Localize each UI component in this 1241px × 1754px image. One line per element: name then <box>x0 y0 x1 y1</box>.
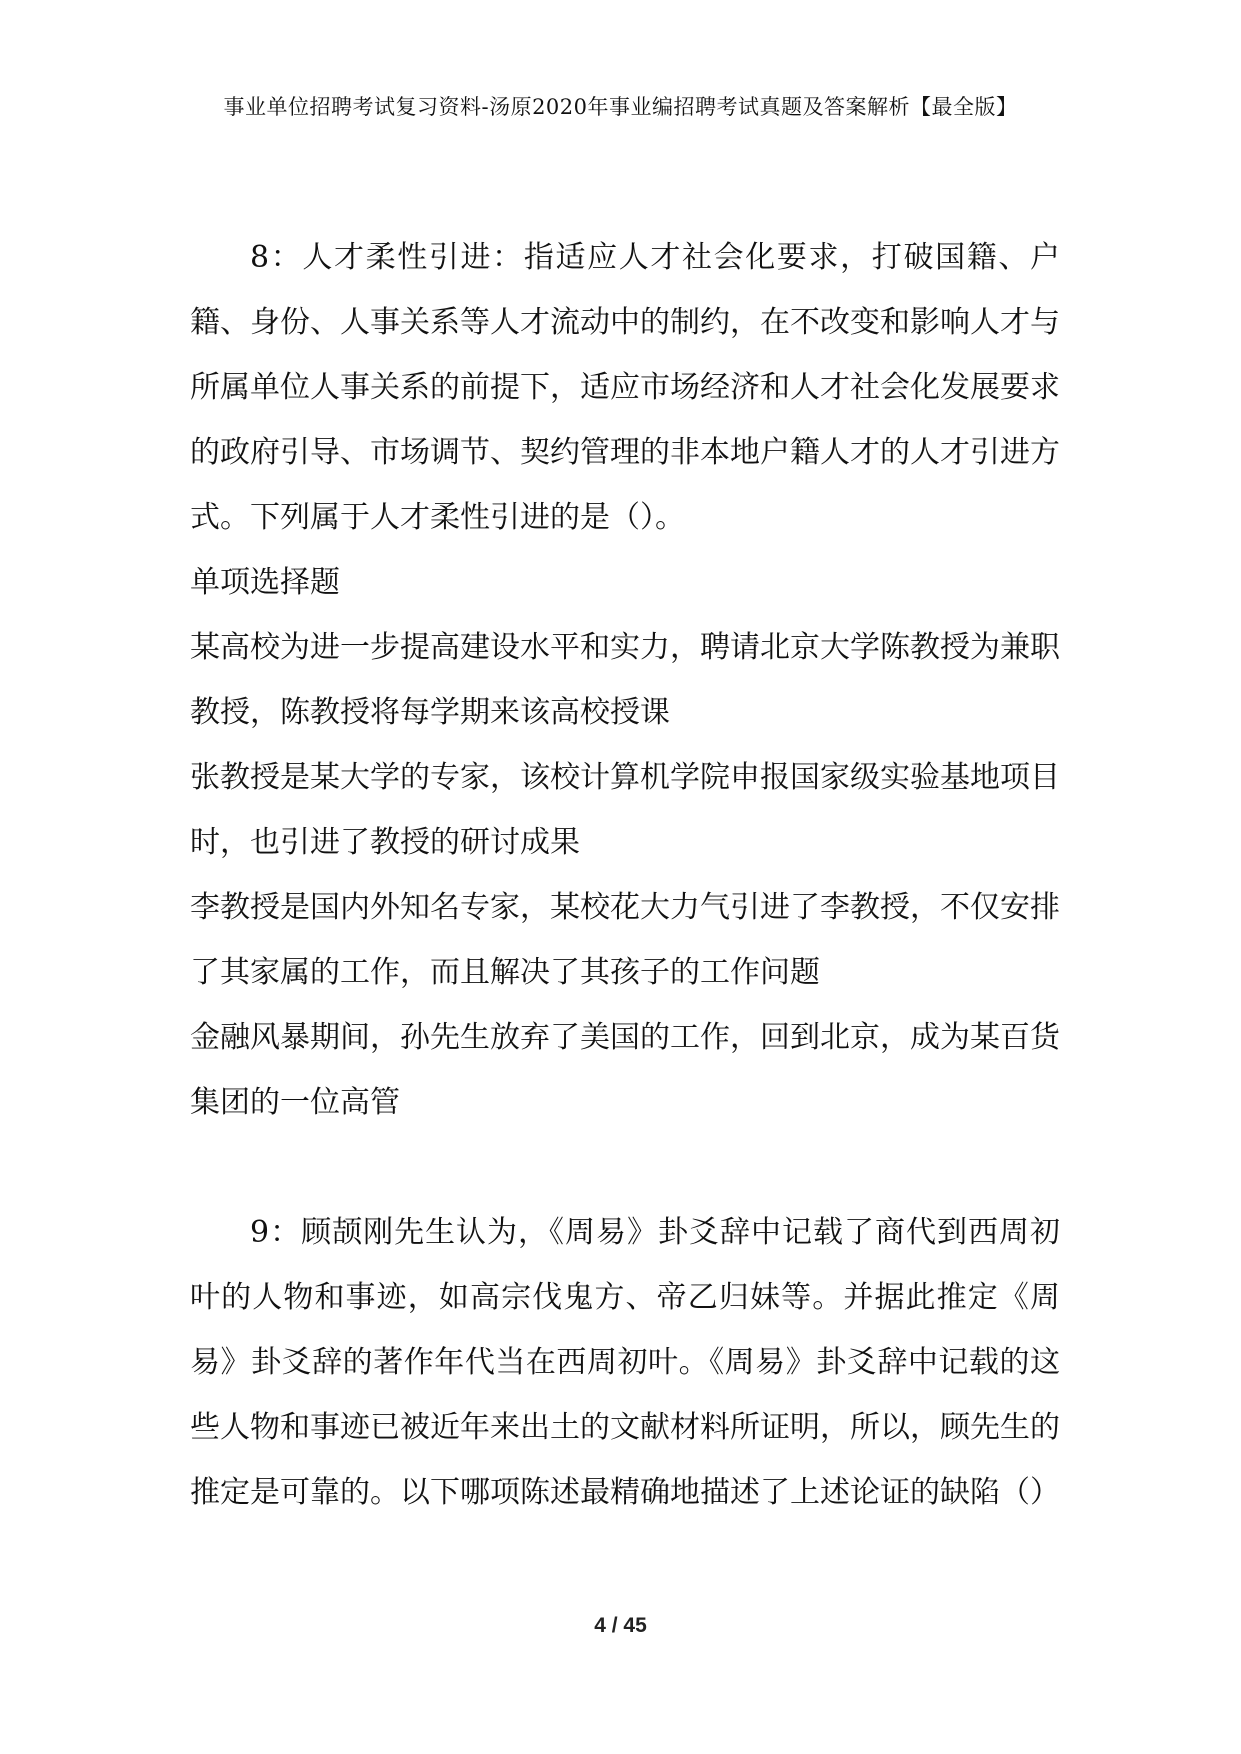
page-content <box>190 225 1060 1525</box>
question-spacer <box>190 1135 1060 1200</box>
question-8-option-a: 某高校为进一步提高建设水平和实力，聘请北京大学陈教授为兼职教授，陈教授将每学期来该高校授课 <box>190 630 1060 730</box>
question-8-option-d: 金融风暴期间，孙先生放弃了美国的工作，回到北京，成为某百货集团的一位高管 <box>190 1020 1060 1120</box>
question-8-text: 8：人才柔性引进：指适应人才社会化要求，打破国籍、户籍、身份、人事关系等人才流动中的制约，在不改变和影响人才与所属单位人事关系的前提下，适应市场经济和人才社会化发展要求的政府引导、市场调节、契约管理的非本地户籍人才的人才引进方式。下列属于人才柔性引进的是（）。 <box>190 240 1060 535</box>
question-8-option-c: 李教授是国内外知名专家，某校花大力气引进了李教授，不仅安排了其家属的工作，而且解决了其孩子的工作问题 <box>190 890 1060 990</box>
page-header: 事业单位招聘考试复习资料-汤原2020年事业编招聘考试真题及答案解析【最全版】 <box>223 95 1018 119</box>
question-8-type: 单项选择题 <box>190 565 340 600</box>
question-9 <box>190 1200 1060 1525</box>
question-9-text: 9：顾颉刚先生认为，《周易》卦爻辞中记载了商代到西周初叶的人物和事迹，如高宗伐鬼方、帝乙归妹等。并据此推定《周易》卦爻辞的著作年代当在西周初叶。《周易》卦爻辞中记载的这些人物和事迹已被近年来出土的文献材料所证明，所以，顾先生的推定是可靠的。以下哪项陈述最精确地描述了上述论证的缺陷（） <box>190 1215 1060 1510</box>
question-8-option-b: 张教授是某大学的专家，该校计算机学院申报国家级实验基地项目时，也引进了教授的研讨成果 <box>190 760 1060 860</box>
question-8 <box>190 225 1060 1135</box>
page-number: 4 / 45 <box>594 1614 647 1637</box>
